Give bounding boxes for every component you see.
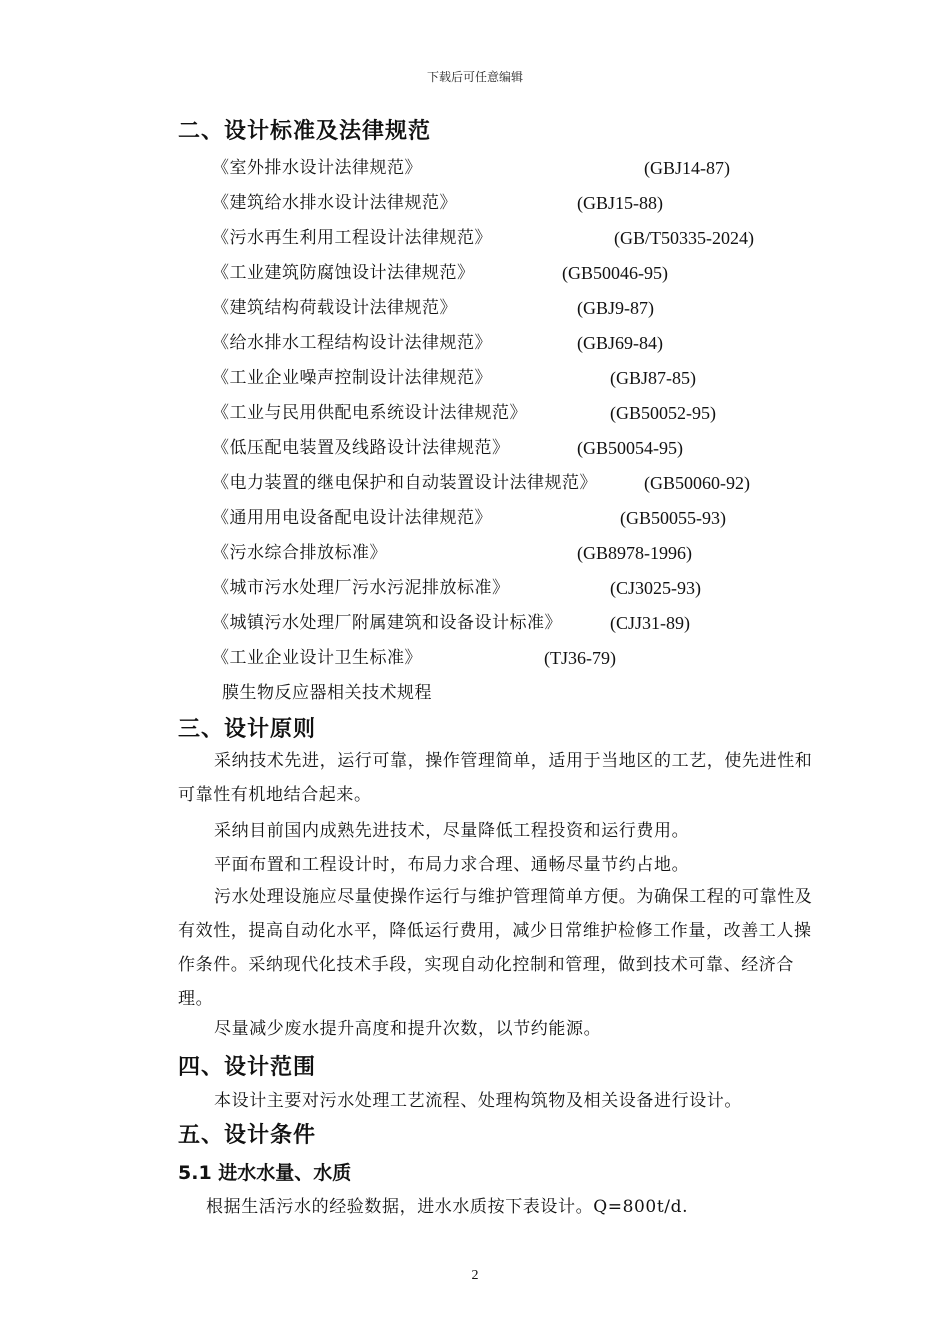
standard-item — [212, 367, 852, 402]
standard-code: (GBJ9-87) — [577, 298, 654, 318]
standard-code: (GBJ15-88) — [577, 193, 663, 213]
principle-paragraph: 污水处理设施应尽量使操作运行与维护管理简单方便。为确保工程的可靠性及有效性，提高自动化水平，降低运行费用，减少日常维护检修工作量，改善工人操作条件。采纳现代化技术手段，实现自动化控制和管理，做到技术可靠、经济合理。 — [178, 887, 813, 1009]
standard-code: (GB/T50335-2024) — [614, 228, 754, 248]
standard-item — [212, 297, 852, 332]
standard-code: (GB50046-95) — [562, 263, 668, 283]
standard-item — [212, 402, 852, 437]
standard-code: (GBJ14-87) — [644, 158, 730, 178]
standard-item — [212, 227, 852, 262]
standard-item — [212, 612, 852, 647]
section4-title: 四、设计范围 — [178, 1055, 317, 1080]
standard-item — [212, 332, 852, 367]
section2-title: 二、设计标准及法律规范 — [178, 119, 432, 144]
standard-name: 《室外排水设计法律规范》 — [212, 158, 422, 178]
standard-code: (GBJ69-84) — [577, 333, 663, 353]
subsection-title: 5.1 进水水量、水质 — [178, 1162, 352, 1184]
principle-paragraph: 采纳技术先进，运行可靠，操作管理简单，适用于当地区的工艺，使先进性和可靠性有机地结合起来。 — [178, 751, 813, 805]
principle-paragraph: 尽量减少废水提升高度和提升次数，以节约能源。 — [214, 1019, 602, 1039]
standard-item — [212, 472, 852, 507]
standard-name: 《工业与民用供配电系统设计法律规范》 — [212, 403, 527, 423]
standard-item — [212, 507, 852, 542]
standard-name: 《低压配电装置及线路设计法律规范》 — [212, 438, 510, 458]
standard-item — [212, 157, 852, 192]
standard-code: (GB50052-95) — [610, 403, 716, 423]
standard-item — [212, 647, 852, 682]
page-number: 2 — [471, 1268, 479, 1283]
standard-code: (CJJ31-89) — [610, 613, 690, 633]
standard-name: 《给水排水工程结构设计法律规范》 — [212, 333, 492, 353]
standards-list — [212, 157, 852, 717]
principle-paragraph: 平面布置和工程设计时，布局力求合理、通畅尽量节约占地。 — [214, 855, 690, 875]
standard-name: 《污水综合排放标准》 — [212, 543, 387, 563]
standard-item — [212, 577, 852, 612]
standard-name: 《工业建筑防腐蚀设计法律规范》 — [212, 263, 475, 283]
standard-code: (GB50054-95) — [577, 438, 683, 458]
page-header: 下载后可任意编辑 — [426, 70, 523, 84]
principle-paragraph: 采纳目前国内成熟先进技术，尽量降低工程投资和运行费用。 — [214, 821, 690, 841]
standard-code: (CJ3025-93) — [610, 578, 701, 598]
standard-name: 《电力装置的继电保护和自动装置设计法律规范》 — [212, 473, 597, 493]
standard-item — [212, 192, 852, 227]
section3-title: 三、设计原则 — [178, 717, 317, 742]
standard-name: 《工业企业设计卫生标准》 — [212, 648, 422, 668]
standard-name: 《建筑结构荷载设计法律规范》 — [212, 298, 457, 318]
scope-paragraph: 本设计主要对污水处理工艺流程、处理构筑物及相关设备进行设计。 — [214, 1091, 742, 1111]
standard-code: (GBJ87-85) — [610, 368, 696, 388]
standard-name: 《通用用电设备配电设计法律规范》 — [212, 508, 492, 528]
standard-item — [212, 542, 852, 577]
standard-name: 《城市污水处理厂污水污泥排放标准》 — [212, 578, 510, 598]
standard-extra: 膜生物反应器相关技术规程 — [222, 683, 432, 703]
standard-code: (GB50055-93) — [620, 508, 726, 528]
standard-name: 《污水再生利用工程设计法律规范》 — [212, 228, 492, 248]
standard-name: 《工业企业噪声控制设计法律规范》 — [212, 368, 492, 388]
standard-code: (TJ36-79) — [544, 648, 616, 668]
standard-code: (GB8978-1996) — [577, 543, 692, 563]
standard-code: (GB50060-92) — [644, 473, 750, 493]
section5-title: 五、设计条件 — [178, 1123, 317, 1148]
standard-name: 《建筑给水排水设计法律规范》 — [212, 193, 457, 213]
standard-name: 《城镇污水处理厂附属建筑和设备设计标准》 — [212, 613, 562, 633]
conditions-paragraph: 根据生活污水的经验数据，进水水质按下表设计。Q=800t/d. — [206, 1197, 689, 1217]
standard-item — [212, 437, 852, 472]
standard-item — [212, 262, 852, 297]
